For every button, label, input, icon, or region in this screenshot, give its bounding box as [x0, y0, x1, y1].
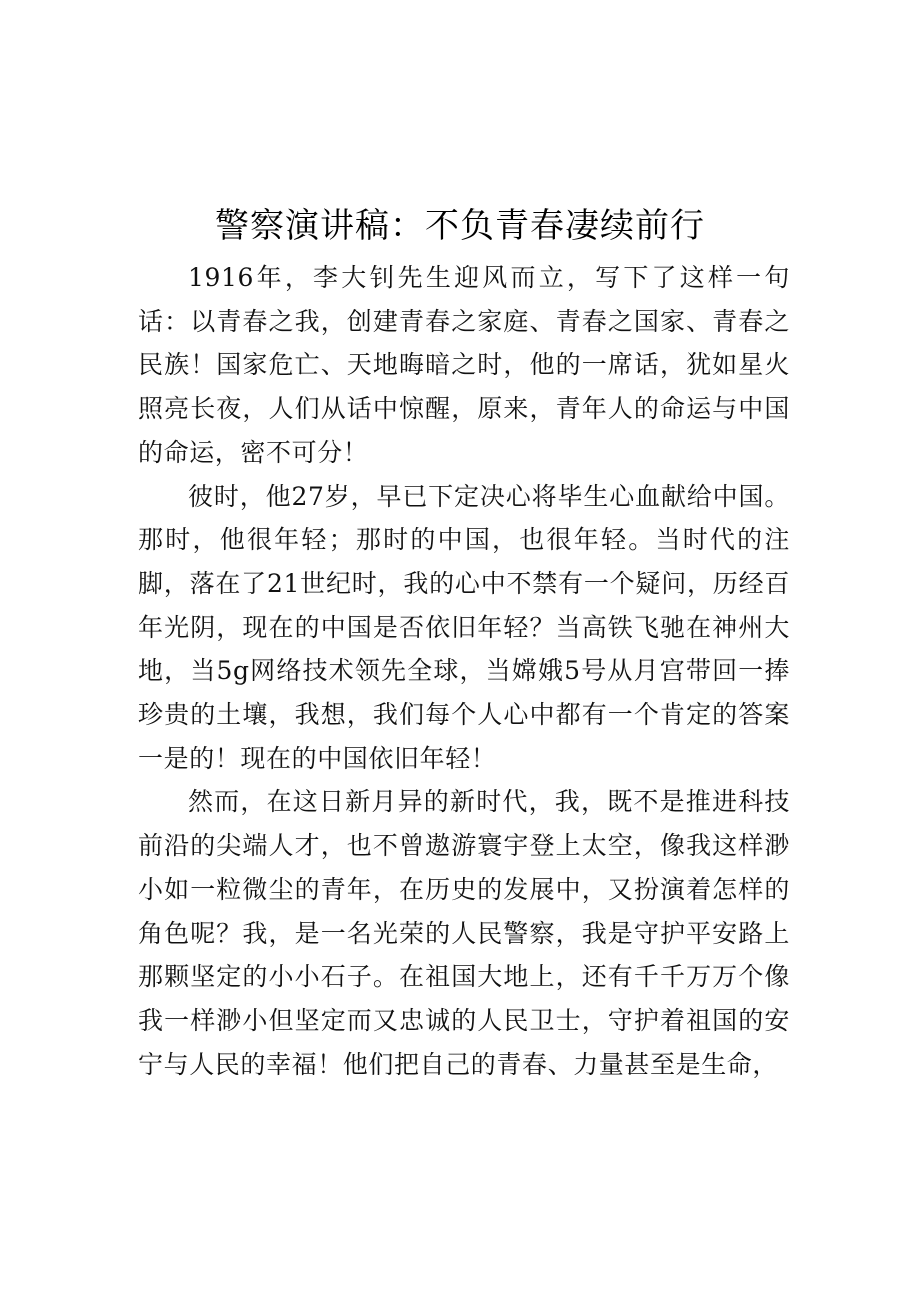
document-title: 警察演讲稿：不负青春凄续前行: [215, 206, 705, 246]
paragraph-1: 1916年，李大钊先生迎风而立，写下了这样一句话：以青春之我，创建青春之家庭、青春之国家、青春之民族！国家危亡、天地晦暗之时，他的一席话，犹如星火照亮长夜，人们从话中惊醒，原来，青年人的命运与中国的命运，密不可分！: [138, 263, 790, 467]
document-body: [138, 256, 790, 1086]
paragraph-2: 彼时，他27岁，早已下定决心将毕生心血献给中国。那时，他很年轻；那时的中国，也很年轻。当时代的注脚，落在了21世纪时，我的心中不禁有一个疑问，历经百年光阴，现在的中国是否依旧年轻？当高铁飞驰在神州大地，当5g网络技术领先全球，当嫦娥5号从月宫带回一捧珍贵的土壤，我想，我们每个人心中都有一个肯定的答案一是的！现在的中国依旧年轻！: [138, 481, 790, 773]
paragraph-3: 然而，在这日新月异的新时代，我，既不是推进科技前沿的尖端人才，也不曾遨游寰宇登上太空，像我这样渺小如一粒微尘的青年，在历史的发展中，又扮演着怎样的角色呢？我，是一名光荣的人民警察，我是守护平安路上那颗坚定的小小石子。在祖国大地上，还有千千万万个像我一样渺小但坚定而又忠诚的人民卫士，守护着祖国的安宁与人民的幸福！他们把自己的青春、力量甚至是生命，: [138, 787, 790, 1079]
